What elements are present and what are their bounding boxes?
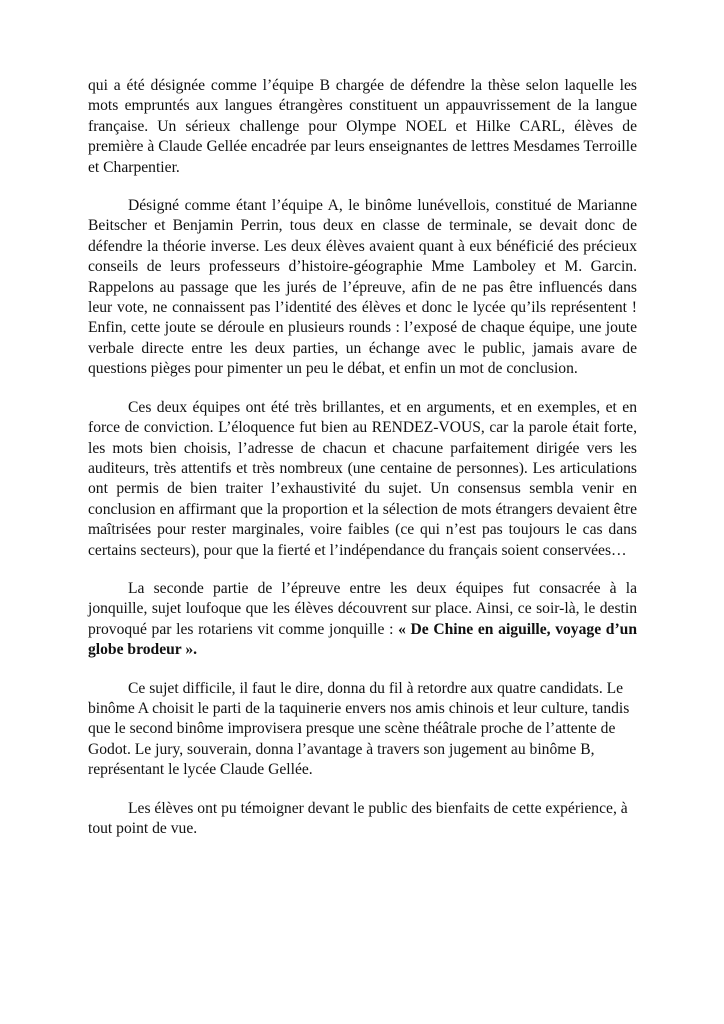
document-page — [88, 76, 637, 857]
paragraph-jonquille — [88, 579, 637, 661]
paragraph-team-a: Désigné comme étant l’équipe A, le binôme lunévellois, constitué de Marianne Beitscher et Benjamin Perrin, tous deux en classe de terminale, se devait donc de défendre la théorie inverse. Les deux élèves avaient quant à eux bénéficié des précieux conseils de leurs professeurs d’histoire-géographie Mme Lamboley et M. Garcin. Rappelons au passage que les jurés de l’épreuve, afin de ne pas être influencés dans leur vote, ne connaissent pas l’identité des élèves et donc le lycée qu’ils représentent ! Enfin, cette joute se déroule en plusieurs rounds : l’exposé de chaque équipe, une joute verbale directe entre les deux parties, un échange avec le public, jamais avare de questions pièges pour pimenter un peu le débat, et enfin un mot de conclusion. — [88, 197, 637, 378]
paragraph-jury-verdict: Ce sujet difficile, il faut le dire, donna du fil à retordre aux quatre candidats. Le binôme A choisit le parti de la taquinerie envers nos amis chinois et leur culture, tandis que le second binôme improvisera presque une scène théâtrale proche de l’attente de Godot. Le jury, souverain, donna l’avantage à travers son jugement au binôme B, représentant le lycée Claude Gellée. — [88, 679, 630, 779]
paragraph-debate-summary: Ces deux équipes ont été très brillantes, et en arguments, et en exemples, et en force de conviction. L’éloquence fut bien au RENDEZ-VOUS, car la parole était forte, les mots bien choisis, l’adresse de chacun et chacune parfaitement dirigée vers les auditeurs, très attentifs et très nombreux (une centaine de personnes). Les articulations ont permis de bien traiter l’exhaustivité du sujet. Un consensus sembla venir en conclusion en affirmant que la proportion et la sélection de mots étrangers devaient être maîtrisées pour rester marginales, voire faibles (ce qui n’est pas toujours le cas dans certains secteurs), pour que la fierté et l’indépendance du français soient conservées… — [88, 398, 637, 559]
jonquille-subject: « De Chine en aiguille, voyage d’un globe brodeur ». — [88, 620, 637, 659]
paragraph-conclusion: Les élèves ont pu témoigner devant le public des bienfaits de cette expérience, à tout point de vue. — [88, 799, 628, 837]
paragraph-team-b: qui a été désignée comme l’équipe B chargée de défendre la thèse selon laquelle les mots empruntés aux langues étrangères constituent un appauvrissement de la langue française. Un sérieux challenge pour Olympe NOEL et Hilke CARL, élèves de première à Claude Gellée encadrée par leurs enseignantes de lettres Mesdames Terroille et Charpentier. — [88, 77, 637, 176]
jonquille-text: La seconde partie de l’épreuve entre les deux équipes fut consacrée à la jonquille, sujet loufoque que les élèves découvrent sur place. Ainsi, ce soir-là, le destin provoqué par les rotariens vit comme jonquille : — [88, 579, 637, 638]
